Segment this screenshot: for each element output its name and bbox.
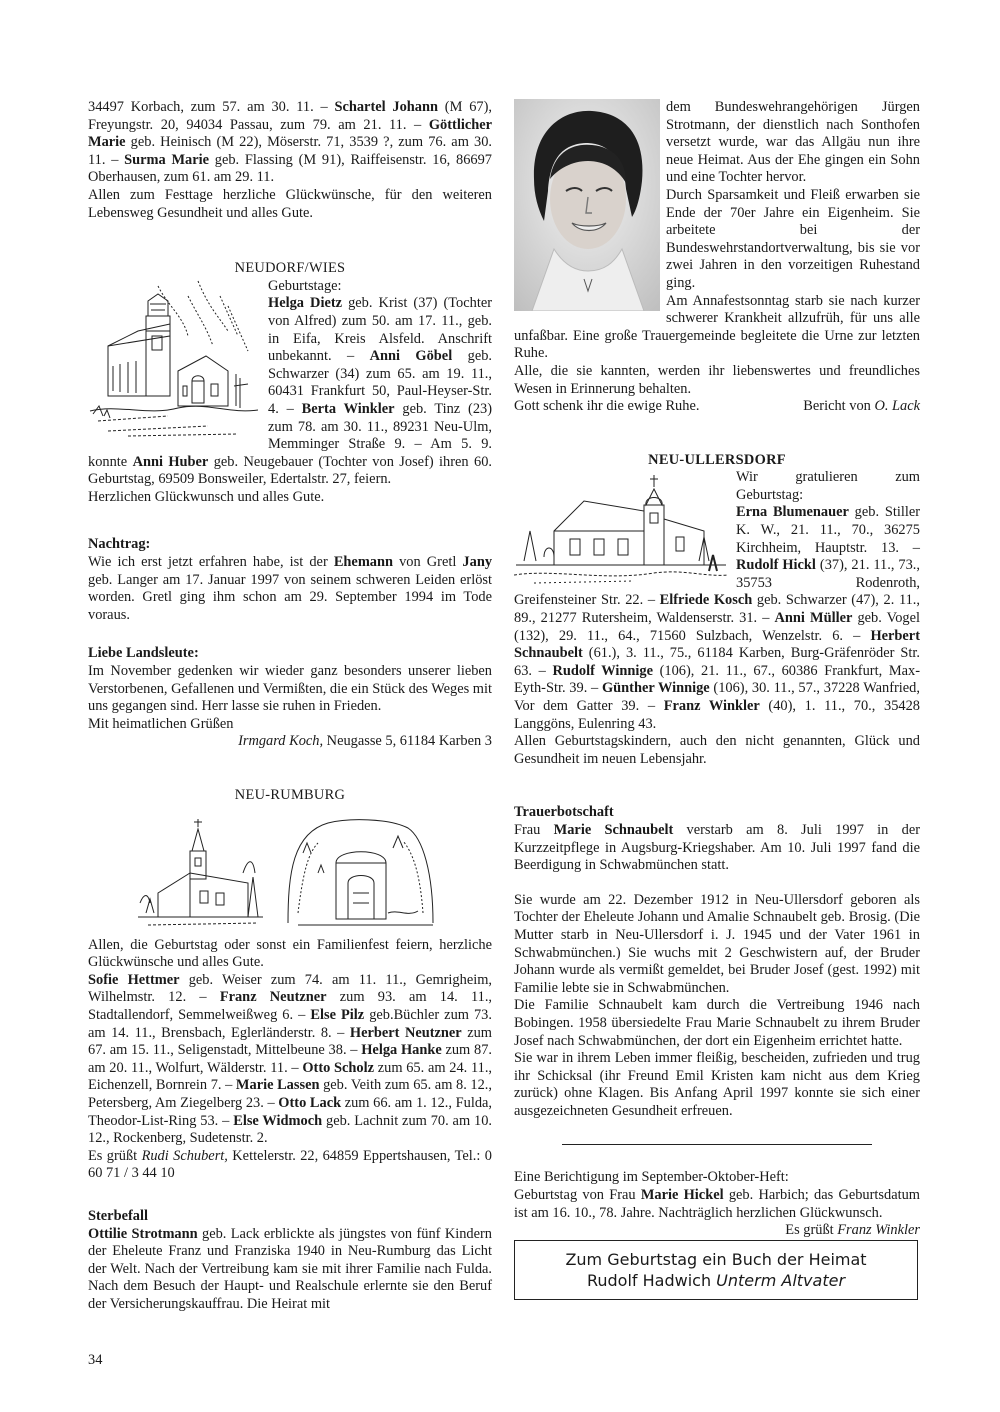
church-sketches-neu-rumburg xyxy=(138,813,438,933)
ad-book-title: Unterm Altvater xyxy=(716,1271,846,1291)
nachtrag-text: Wie ich erst jetzt erfahren habe, ist der Ehemann von Gretl Jany geb. Langer am 17. Januar 1997 von seinem schweren Leiden erlöst worden. Gretl ging ihm schon am 29. September 1994 im Tode voraus. xyxy=(88,554,493,623)
name-erna-blumenauer: Erna Blumenauer xyxy=(736,504,849,521)
obituary-paragraph-3: Am Annafestsonntag starb sie nach kurzer schwerer Krankheit allzufrüh, für uns alle unfaßbar. Eine große Trauergemeinde begleitete die Urne zur letzten Ruhe. xyxy=(514,292,920,362)
name-anni-goebel: Anni Göbel xyxy=(369,348,453,365)
trauer-paragraph-3: Die Familie Schnaubelt kam durch die Vertreibung 1946 nach Bobingen. 1958 übersiedelte Frau Marie Schnaubelt zu ihrem Bruder Josef nach Schwabmünchen, der dort ein Eigenheim errichtet hatte. xyxy=(514,997,920,1049)
name-marie-schnaubelt: Marie Schnaubelt xyxy=(553,821,674,838)
rumburg-birthdays: Sofie Hettmer geb. Weiser zum 74. am 11. 11., Gemrigheim, Wilhelmstr. 12. – Franz Neutzner zum 93. am 14. 11., Stadtallendorf, Semmelweißweg 6. – Else Pilz geb.Büchler zum 73. am 14. 11., Brensbach, Eglerländerstr. 8. – Herbert Neutzner zum 67. am 15. 11., Seligenstadt, Mittelbeune 38. – Helga Hanke zum 87. am 20. 11., Wolfurt, Wälderstr. 11. – Otto Scholz zum 65. am 24. 11., Eichenzell, Bornrein 7. – Marie Lassen geb. Veith zum 65. am 8. 12., Petersberg, Am Ziegelberg 23. – Otto Lack zum 66. am 1. 12., Fulda, Theodor-List-Ring 53. – Else Widmoch geb. Lachnit zum 70. am 10. 12., Rockenberg, Sudetenstr. 2. xyxy=(88,971,493,1147)
trauer-paragraph-4: Sie war in ihrem Leben immer fleißig, bescheiden, zufrieden und trug ihr Schicksal (ihr Freund Emil Kristen kam nicht aus dem Krieg zurück) ohne Klagen. Bis Anfang April 1997 konnte sie sich einer ausgezeichneten Gesundheit erfreuen. xyxy=(514,1050,920,1119)
intro-closing: Allen zum Festtage herzliche Glückwünsche, für den weiteren Lebensweg Gesundheit und alles Gute. xyxy=(88,186,492,221)
ullersdorf-closing: Allen Geburtstagskindern, auch den nicht genannten, Glück und Gesundheit im neuen Lebensjahr. xyxy=(514,733,920,767)
neudorf-closing: Herzlichen Glückwunsch und alles Gute. xyxy=(88,488,325,505)
name-goettlicher-marie: Göttlicher Marie xyxy=(88,116,492,151)
left-column xyxy=(88,99,492,1313)
name-anni-huber: Anni Huber xyxy=(132,453,209,470)
rumburg-intro: Allen, die Geburtstag oder sonst ein Familienfest feiern, herzliche Glückwünsche und alles Gute. xyxy=(88,936,492,971)
heading-neu-ullersdorf: NEU-ULLERSDORF xyxy=(648,451,786,468)
rumburg-greeting: Es grüßt Rudi Schubert, Kettelerstr. 22, 64859 Eppertshausen, Tel.: 0 60 71 / 3 44 10 xyxy=(88,1147,492,1182)
sterbefall-text: Ottilie Strotmann geb. Lack erblickte als jüngstes von fünf Kindern der Eheleute Franz und Franziska 1940 in Neu-Rumburg das Licht der Welt. Nach der Vertreibung kam sie mit ihrer Familie nach Fulda. Nach dem Besuch der Haupt- und Realschule erlernte sie den Beruf der Versicherungskauffrau. Die Heirat mit xyxy=(88,1225,492,1312)
obituary-paragraph-4: Alle, die sie kannten, werden ihr liebenswertes und freundliches Wesen in Erinnerung behalten. xyxy=(514,362,920,397)
landsleute-signature: Irmgard Koch, Neugasse 5, 61184 Karben 3 xyxy=(238,733,492,750)
church-sketch-neu-ullersdorf xyxy=(514,471,728,589)
heading-sterbefall: Sterbefall xyxy=(88,1207,148,1224)
ad-line-1: Zum Geburtstag ein Buch der Heimat xyxy=(565,1250,867,1270)
portrait-photo xyxy=(514,99,660,311)
name-surma-marie: Surma Marie xyxy=(124,151,210,168)
landsleute-text: Im November gedenken wir wieder ganz besonders unserer lieben Verstorbenen, Gefallenen und Vermißten, die ein Stück des Weges mit uns gegangen sind. Herr lasse sie ruhen in Frieden. xyxy=(88,663,492,715)
name-helga-dietz: Helga Dietz xyxy=(268,295,343,312)
berichtigung-intro: Eine Berichtigung im September-Oktober-Heft: xyxy=(514,1169,789,1186)
heading-neu-rumburg: NEU-RUMBURG xyxy=(234,787,346,803)
heading-nachtrag: Nachtrag: xyxy=(88,536,151,553)
landsleute-greeting: Mit heimatlichen Grüßen xyxy=(88,715,234,732)
right-column xyxy=(514,99,920,1300)
berichtigung-text: Geburtstag von Frau Marie Hickel geb. Harbich; das Geburtsdatum ist am 16. 10., 78. Jahre. Nachträglich herzlichen Glückwunsch. Es grüßt Franz Winkler xyxy=(514,1187,920,1239)
ullersdorf-birthdays: Wir gratulieren zum Geburtstag: Erna Blumenauer geb. Stiller K. W., 21. 11., 70., 36275 Kirchheim, Hauptstr. 13. – Rudolf Hickl (37), 21. 11., 73., 35753 Rodenroth, Greifensteiner Str. 22. – Elfriede Kosch geb. Schwarzer (47), 2. 11., 89., 21277 Rutersheim, Waldenserstr. 31. – Anni Müller geb. Vogel (132), 29. 11., 64., 71560 Sulzbach, Wenzelstr. 6. – Herbert Schnaubelt (61.), 3. 11., 75., 61184 Karben, Burg-Gräfenröder Str. 63. – Rudolf Winnige (106), 21. 11., 67., 60386 Frankfurt, Max-Eyth-Str. 39. – Günther Winnige (106), 30. 11., 57., 37228 Wanfried, Vor dem Gatter 39. – Franz Winkler (40), 1. 11., 70., 35428 Langgöns, Eulenring 43. xyxy=(514,469,920,732)
obituary-continuation: dem Bundeswehrangehörigen Jürgen Strotmann, der dienstlich nach Sonthofen versetzt wurde, war das Allgäu nun ihre neue Heimat. Aus der Ehe gingen ein Sohn und eine Tochter hervor. xyxy=(666,99,920,186)
heading-trauerbotschaft: Trauerbotschaft xyxy=(514,804,614,821)
book-advertisement-box xyxy=(514,1240,918,1300)
name-schartel-johann: Schartel Johann xyxy=(334,99,439,115)
church-sketch-neudorf xyxy=(88,276,260,446)
page-number: 34 xyxy=(88,1352,103,1368)
obituary-signoff: Gott schenk ihr die ewige Ruhe. Bericht von O. Lack xyxy=(514,398,920,415)
trauer-paragraph-2: Sie wurde am 22. Dezember 1912 in Neu-Ullersdorf geboren als Tochter der Eheleute Johann und Amalie Schnaubelt geb. Brosig. (Die Mutter starb in Neu-Ullersdorf i. J. 1945 und der Vater 1961 in Schwabmünchen.) Sie wuchs mit 2 Geschwistern auf, der Bruder Johann wurde als vermißt gemeldet, bei Bruder Josef (gest. 1992) mit Familie lebte sie in Schwabmünchen. xyxy=(514,891,920,996)
name-marie-hickel: Marie Hickel xyxy=(640,1187,724,1204)
heading-landsleute: Liebe Landsleute: xyxy=(88,645,199,662)
trauer-text: Frau Marie Schnaubelt verstarb am 8. Juli 1997 in der Kurzzeitpflege in Augsburg-Kriegshaber. Am 10. Juli 1997 fand die Beerdigung in Schwabmünchen statt. xyxy=(514,821,921,874)
name-sofie-hettmer: Sofie Hettmer xyxy=(88,971,180,988)
obituary-paragraph-2: Durch Sparsamkeit und Fleiß erwarben sie Ende der 70er Jahre ein Eigenheim. Sie arbeitete bei der Bundeswehrstandortverwaltung, bis sie vor zwei Jahren in den vorzeitigen Ruhestand ging. xyxy=(666,186,920,291)
intro-birthdays: 34497 Korbach, zum 57. am 30. 11. – Schartel Johann (M 67), Freyungstr. 20, 94034 Passau, zum 79. am 21. 11. – Göttlicher Marie geb. Heinisch (M 22), Möserstr. 71, 3539 ?, zum 76. am 30. 11. – Surma Marie geb. Flassing (M 91), Raiffeisenstr. 16, 86697 Oberhausen, zum 61. am 29. 11. xyxy=(88,99,492,186)
ad-line-2: Rudolf Hadwich Unterm Altvater xyxy=(586,1271,846,1291)
neudorf-birthdays: Geburtstage: Helga Dietz geb. Krist (37) (Tochter von Alfred) zum 50. am 17. 11., geb. in Eifa, Kreis Alsfeld. Anschrift unbekannt. – Anni Göbel geb. Schwarzer (34) zum 65. am 19. 11., 60431 Frankfurt 50, Paul-Heyser-Str. 4. – Berta Winkler geb. Tinz (23) zum 78. am 30. 11., 89231 Neu-Ulm, Memminger Straße 9. – Am 5. 9. konnte Anni Huber geb. Neugebauer (Tochter von Josef) ihren 60. Geburtstag, 69509 Bonsweiler, Edertalstr. 27, feiern. xyxy=(88,277,493,488)
name-berta-winkler: Berta Winkler xyxy=(301,400,395,417)
name-ottilie-strotmann: Ottilie Strotmann xyxy=(88,1225,198,1242)
heading-neudorf: NEUDORF/WIES xyxy=(234,260,346,277)
